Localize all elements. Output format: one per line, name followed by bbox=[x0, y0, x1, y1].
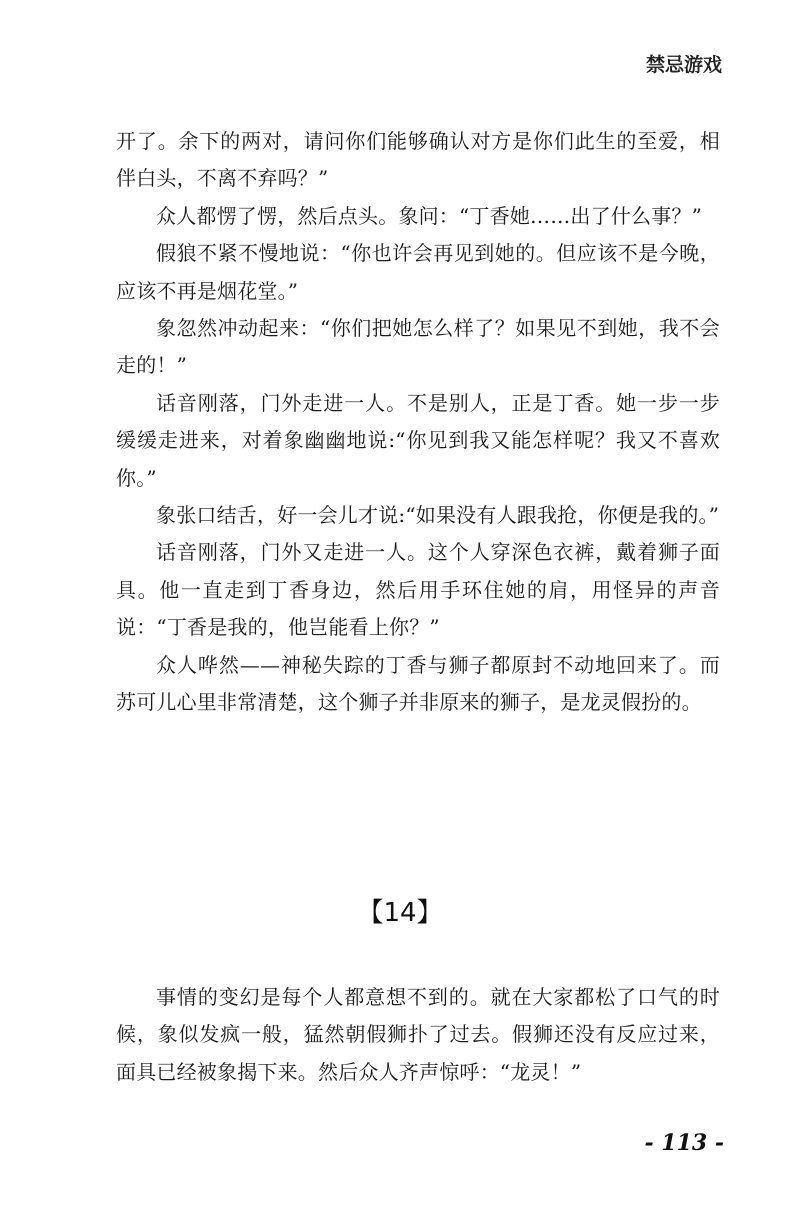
page-number: - 113 - bbox=[644, 1130, 724, 1156]
paragraph: 事情的变幻是每个人都意想不到的。就在大家都松了口气的时候，象似发疯一般，猛然朝假狮扑了过去。假狮还没有反应过来，面具已经被象揭下来。然后众人齐声惊呼：“龙灵！” bbox=[116, 985, 720, 1084]
paragraph: 话音刚落，门外又走进一人。这个人穿深色衣裤，戴着狮子面具。他一直走到丁香身边，然后用手环住她的肩，用怪异的声音说：“丁香是我的，他岂能看上你？” bbox=[116, 540, 720, 640]
paragraph: 众人都愣了愣，然后点头。象问：“丁香她……出了什么事？” bbox=[156, 203, 703, 228]
chapter-heading: 【14】 bbox=[357, 898, 443, 928]
body-text bbox=[116, 123, 720, 722]
paragraph-continuation: 开了。余下的两对，请问你们能够确认对方是你们此生的至爱，相伴白头，不离不弃吗？” bbox=[116, 129, 720, 191]
paragraph: 象张口结舌，好一会儿才说:“如果没有人跟我抢，你便是我的。” bbox=[156, 503, 720, 528]
chapter-text bbox=[116, 979, 720, 1091]
running-header-title: 禁忌游戏 bbox=[645, 54, 722, 76]
paragraph: 话音刚落，门外走进一人。不是别人，正是丁香。她一步一步缓缓走进来，对着象幽幽地说:“你见到我又能怎样呢？我又不喜欢你。” bbox=[116, 390, 720, 490]
paragraph: 象忽然冲动起来：“你们把她怎么样了？如果见不到她，我不会走的！” bbox=[116, 316, 720, 378]
paragraph: 众人哗然——神秘失踪的丁香与狮子都原封不动地回来了。而苏可儿心里非常清楚，这个狮子并非原来的狮子，是龙灵假扮的。 bbox=[116, 652, 720, 715]
paragraph: 假狼不紧不慢地说：“你也许会再见到她的。但应该不是今晚，应该不再是烟花堂。” bbox=[116, 241, 720, 303]
